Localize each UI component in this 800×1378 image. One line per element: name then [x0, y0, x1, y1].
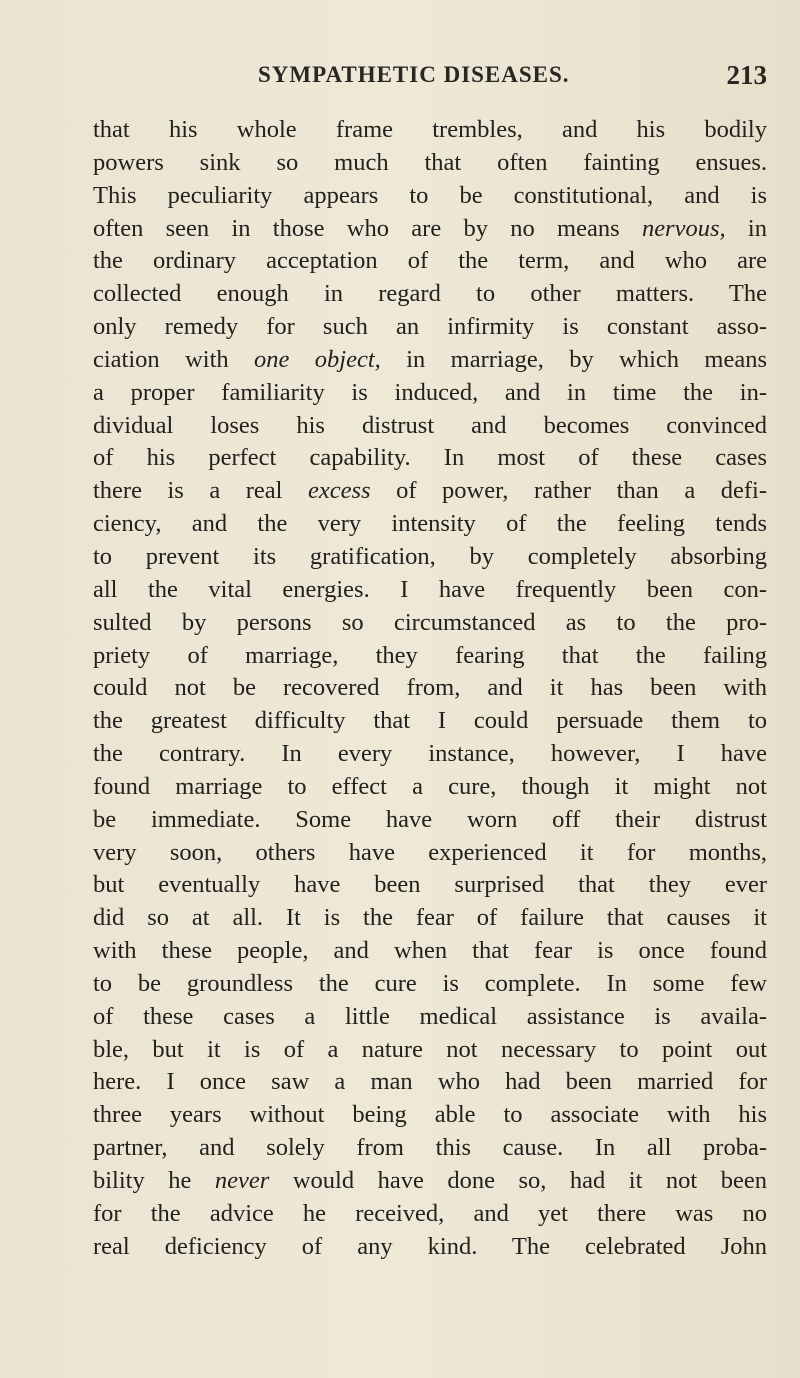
text-run: would have done so, had it not been [269, 1167, 767, 1194]
text-line: did so at all. It is the fear of failure that causes it [93, 904, 767, 932]
text-line: powers sink so much that often fainting ensues. [93, 148, 767, 176]
text-run: bility he [93, 1167, 215, 1194]
body-text [93, 114, 767, 1264]
running-head: SYMPATHETIC DISEASES. [258, 62, 570, 87]
text-line: could not be recovered from, and it has been with [93, 674, 767, 702]
text-line: here. I once saw a man who had been married for [93, 1068, 767, 1096]
text-line: that his whole frame trembles, and his bodily [93, 116, 767, 143]
text-line: for the advice he received, and yet there was no [93, 1199, 767, 1227]
text-line: dividual loses his distrust and becomes convinced [93, 411, 767, 439]
text-line: very soon, others have experienced it for months, [93, 838, 767, 866]
text-line: real deficiency of any kind. The celebrated John [93, 1232, 767, 1260]
text-line: the contrary. In every instance, however, I have [93, 740, 767, 768]
text-line [93, 475, 767, 508]
text-line: found marriage to effect a cure, though it might not [93, 772, 767, 800]
text-line: collected enough in regard to other matters. The [93, 280, 767, 308]
text-line: of his perfect capability. In most of these cases [93, 444, 767, 472]
text-line: with these people, and when that fear is once found [93, 937, 767, 965]
text-line: the greatest difficulty that I could persuade them to [93, 707, 767, 735]
italic-word: never [214, 1167, 270, 1194]
text-line: partner, and solely from this cause. In all proba- [93, 1134, 767, 1162]
text-run: in [725, 214, 767, 242]
text-line: of these cases a little medical assistance is availa- [93, 1002, 767, 1030]
page-header [93, 62, 767, 96]
text-line: only remedy for such an infirmity is constant asso- [93, 313, 767, 341]
text-line [93, 1165, 767, 1198]
text-line: This peculiarity appears to be constitutional, and is [93, 181, 767, 209]
text-line [93, 213, 767, 246]
text-line: but eventually have been surprised that they ever [93, 871, 767, 899]
text-line [93, 344, 767, 377]
text-line: ble, but it is of a nature not necessary to point out [93, 1035, 767, 1063]
text-line: priety of marriage, they fearing that the failing [93, 641, 767, 669]
text-line: three years without being able to associate with his [93, 1101, 767, 1129]
text-line: all the vital energies. I have frequently been con- [93, 575, 767, 603]
text-line: sulted by persons so circumstanced as to the pro- [93, 608, 767, 636]
italic-word: one object, [254, 345, 381, 373]
text-line: to be groundless the cure is complete. In some few [93, 969, 767, 997]
italic-word: excess [308, 477, 371, 505]
italic-word: nervous, [641, 214, 726, 242]
text-run: often seen in those who are by no means [93, 214, 642, 242]
text-line: be immediate. Some have worn off their distrust [93, 805, 767, 833]
text-line: the ordinary acceptation of the term, and who are [93, 247, 767, 275]
text-run: of power, rather than a defi- [370, 477, 767, 505]
text-run: in marriage, by which means [380, 345, 767, 373]
text-run: ciation with [93, 345, 255, 373]
text-line: to prevent its gratification, by completely absorbing [93, 542, 767, 570]
text-run: there is a real [93, 477, 309, 505]
page-number: 213 [726, 60, 767, 90]
text-line: ciency, and the very intensity of the feeling tends [93, 510, 767, 538]
text-line: a proper familiarity is induced, and in time the in- [93, 378, 767, 406]
